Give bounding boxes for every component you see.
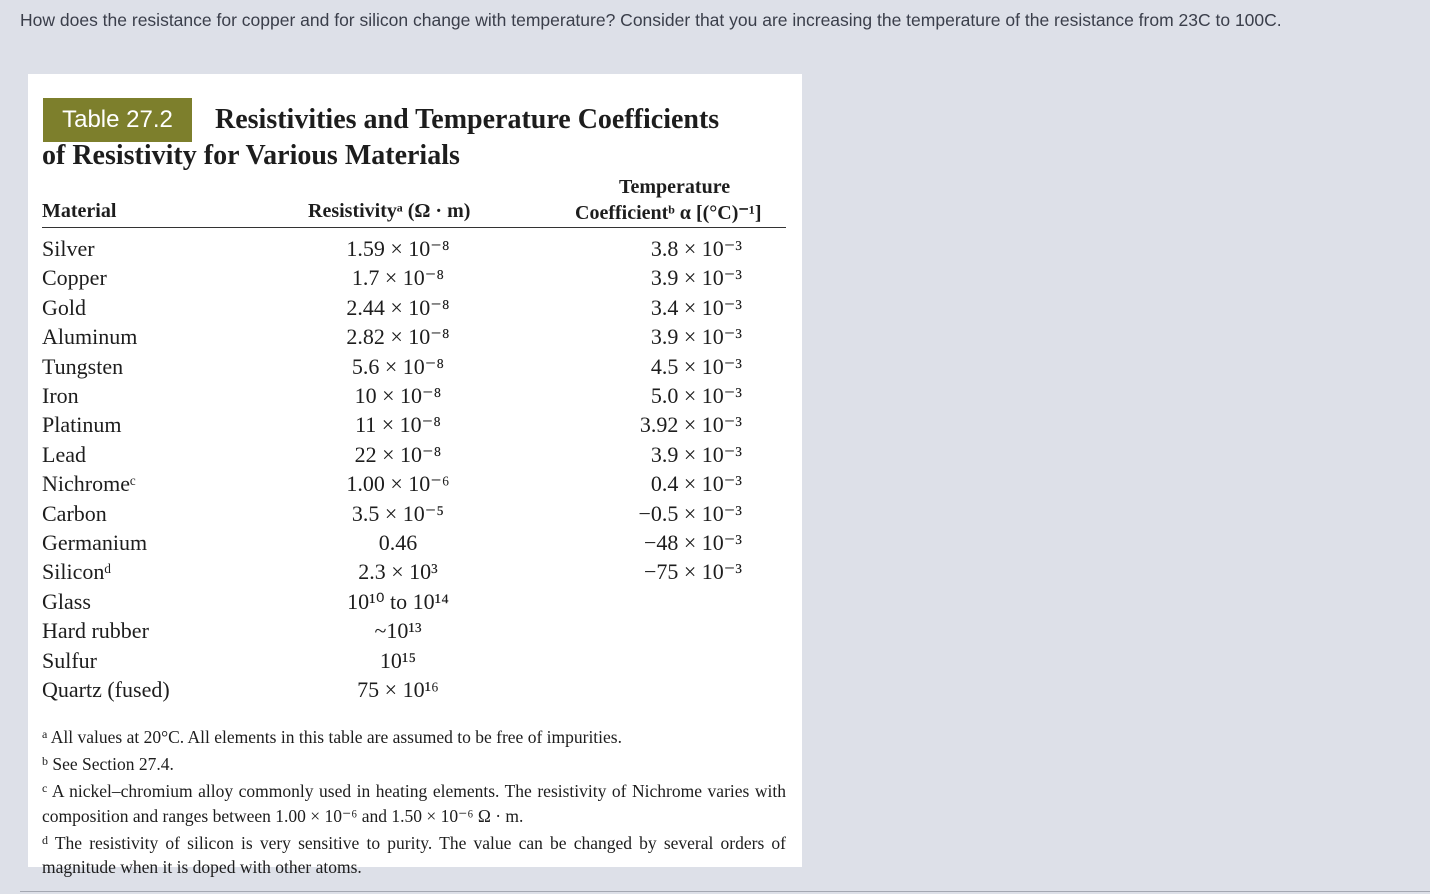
footnote: $^b$ See Section 27.4. [42,754,174,775]
table-title-line1: Resistivities and Temperature Coefficients [215,104,720,135]
coefficient-cell: −48 × 10⁻³ [643,530,742,555]
coefficient-cell: 4.5 × 10⁻³ [650,353,742,379]
table-row [28,324,802,353]
material-cell: Iron [42,383,79,408]
resistivity-cell: 5.6 × 10⁻⁸ [351,353,445,379]
resistivity-cell: 1.59 × 10⁻⁸ [346,236,450,261]
resistivity-cell: 2.44 × 10⁻⁸ [346,294,450,320]
header-coefficient: Coefficientᵇ α [(°C)⁻¹] [575,202,762,224]
header-resistivity: Resistivityᵃ (Ω · m) [308,200,471,222]
table-row [28,354,802,383]
resistivity-cell: ~10¹³ [374,618,422,644]
table-row [28,559,802,588]
material-cell: Silver [42,236,95,261]
resistivity-cell: 3.5 × 10⁻⁵ [351,500,445,526]
material-cell: Copper [42,265,107,291]
header-material: Material [42,200,117,222]
material-cell: Siliconᵈ [42,559,112,585]
header-temperature: Temperature [619,176,731,198]
material-cell: Lead [42,441,86,467]
material-cell: Gold [42,294,86,320]
table-row [28,589,802,618]
table-row [28,265,802,294]
coefficient-cell: 3.4 × 10⁻³ [650,294,742,320]
resistivity-cell: 22 × 10⁻⁸ [354,441,442,467]
coefficient-cell: 3.9 × 10⁻³ [650,265,742,291]
footnote: $^c$ A nickel–chromium alloy commonly used in heating elements. The resistivity of Nichrome varies with composition and ranges between 1.00 × 10⁻⁶ and 1.50 × 10⁻⁶ Ω · m. [42,781,786,826]
table-row [28,442,802,471]
material-cell: Glass [42,588,91,614]
coefficient-cell: −75 × 10⁻³ [643,559,742,585]
table-row [28,295,802,324]
material-cell: Aluminum [42,324,138,350]
footnote: $^a$ All values at 20°C. All elements in this table are assumed to be free of impurities. [42,727,622,747]
resistivity-cell: 2.82 × 10⁻⁸ [346,324,450,350]
table-row [28,236,802,265]
material-cell: Quartz (fused) [42,677,170,702]
footnotes [42,722,786,879]
table-row [28,412,802,441]
table-row [28,677,802,706]
resistivity-cell: 2.3 × 10³ [358,559,438,585]
resistivity-cell: 0.46 [378,530,418,555]
divider [20,891,1430,892]
header-rule [42,227,786,228]
material-cell: Tungsten [42,353,124,379]
material-cell: Nichromeᶜ [42,471,136,497]
table-title-line2: of Resistivity for Various Materials [42,140,460,171]
resistivity-cell: 10 × 10⁻⁸ [354,383,442,408]
resistivity-cell: 10¹⁰ to 10¹⁴ [347,588,449,614]
coefficient-cell: 3.92 × 10⁻³ [639,412,742,438]
coefficient-cell: 3.9 × 10⁻³ [650,441,742,467]
table-tag: Table 27.2 [43,98,192,142]
coefficient-cell: 3.8 × 10⁻³ [650,236,742,261]
resistivity-cell: 11 × 10⁻⁸ [355,412,441,438]
resistivity-cell: 10¹⁵ [379,647,417,673]
table-row [28,501,802,530]
coefficient-cell: 3.9 × 10⁻³ [650,324,742,350]
resistivity-cell: 75 × 10¹⁶ [357,677,439,702]
material-cell: Sulfur [42,647,97,673]
footnote: $^d$ The resistivity of silicon is very sensitive to purity. The value can be changed by several orders of magnitude when it is doped with other atoms. [42,832,787,878]
material-cell: Platinum [42,412,122,438]
material-cell: Hard rubber [42,618,149,644]
table-row [28,618,802,647]
table-row [28,383,802,412]
material-cell: Carbon [42,500,107,526]
table-row [28,530,802,559]
material-cell: Germanium [42,530,148,555]
resistivity-cell: 1.00 × 10⁻⁶ [346,471,450,497]
table-row [28,648,802,677]
coefficient-cell: 0.4 × 10⁻³ [650,471,742,497]
table-image [28,74,802,878]
coefficient-cell: −0.5 × 10⁻³ [638,500,742,526]
coefficient-cell: 5.0 × 10⁻³ [650,383,742,408]
table-row [28,471,802,500]
question-text: How does the resistance for copper and for silicon change with temperature? Consider that you are increasing the temperature of the resistance from 23C to 100C. [20,10,1282,30]
resistivity-cell: 1.7 × 10⁻⁸ [351,265,445,291]
